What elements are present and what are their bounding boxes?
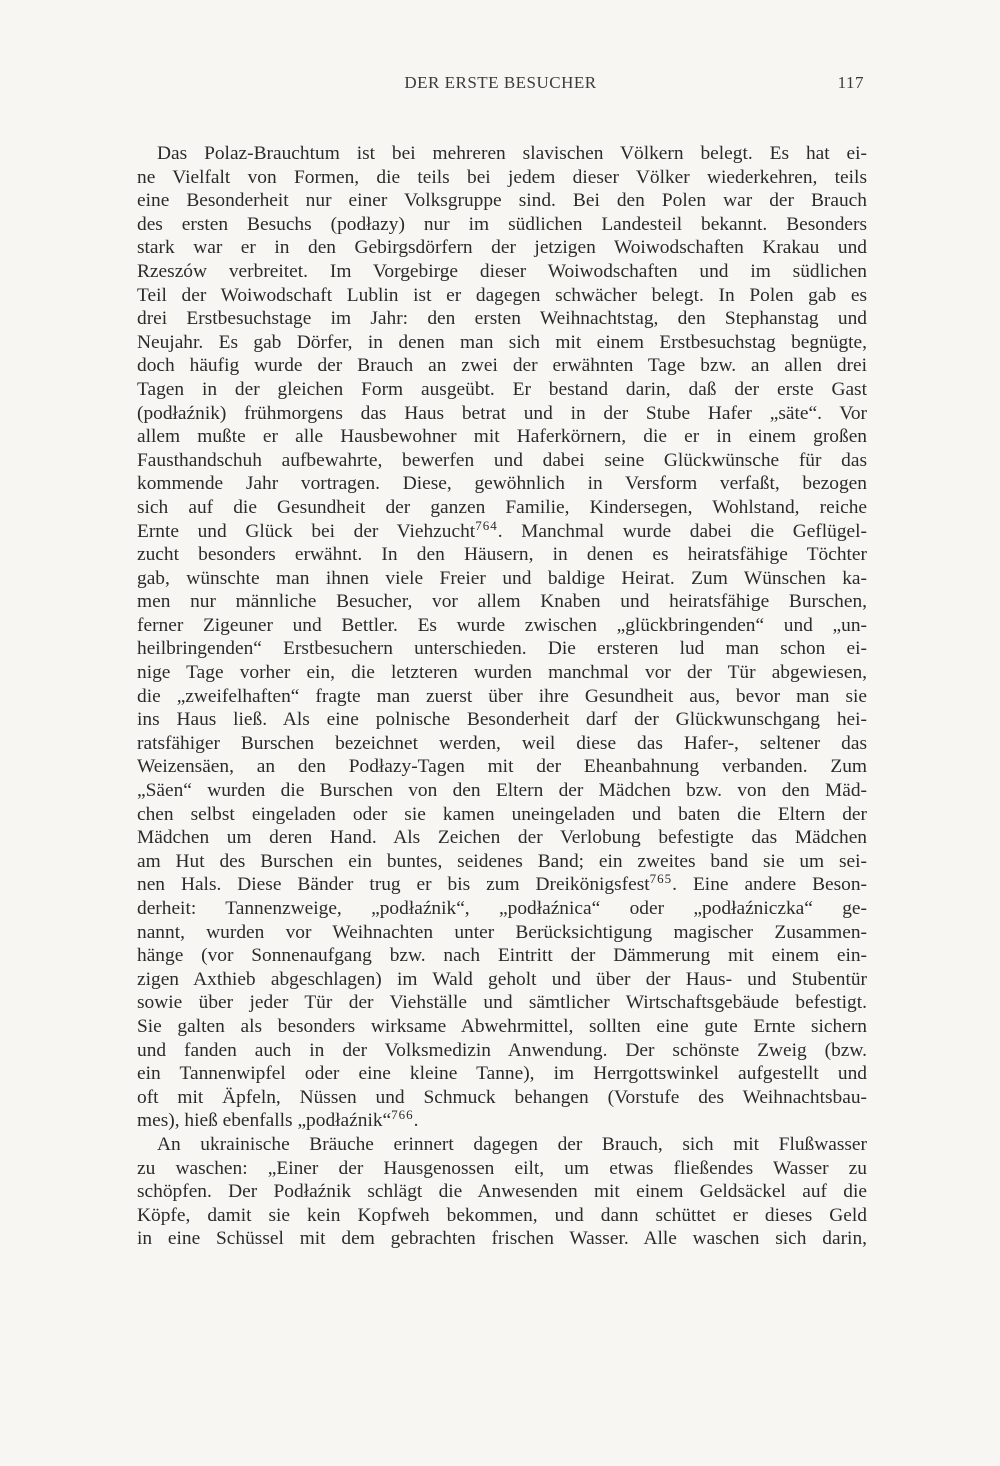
text-segment: ne Vielfalt von Formen, die teils bei jedem dieser Völker wiederkehren, teils [137, 166, 867, 188]
text-line [137, 472, 867, 496]
text-line [137, 354, 867, 378]
text-line [137, 1157, 867, 1181]
text-line [137, 991, 867, 1015]
text-line [137, 873, 867, 897]
text-segment: ein Tannenwipfel oder eine kleine Tanne), im Herrgottswinkel aufgestellt und [137, 1063, 867, 1085]
text-segment: zucht besonders erwähnt. In den Häusern, in denen es heiratsfähige Töchter [137, 544, 867, 566]
text-line [137, 402, 867, 426]
text-line [137, 331, 867, 355]
text-segment: heilbringenden“ Erstbesuchern unterschieden. Die ersteren lud man schon ei- [137, 638, 867, 660]
text-line [137, 826, 867, 850]
text-line [137, 637, 867, 661]
text-line [137, 1227, 867, 1251]
text-segment: nannt, wurden vor Weihnachten unter Berücksichtigung magischer Zusammen- [137, 921, 867, 943]
text-segment: chen selbst eingeladen oder sie kamen uneingeladen und baten die Eltern der [137, 803, 867, 825]
text-segment: doch häufig wurde der Brauch an zwei der erwähnten Tage bzw. an allen drei [137, 355, 867, 377]
text-segment: in eine Schüssel mit dem gebrachten frischen Wasser. Alle waschen sich darin, [137, 1228, 867, 1250]
running-head [137, 73, 864, 101]
text-line [137, 166, 867, 190]
text-segment: Teil der Woiwodschaft Lublin ist er dagegen schwächer belegt. In Polen gab es [137, 284, 867, 306]
text-segment: und fanden auch in der Volksmedizin Anwendung. Der schönste Zweig (bzw. [137, 1039, 867, 1061]
text-segment: schöpfen. Der Podłaźnik schlägt die Anwesenden mit einem Geldsäckel auf die [137, 1181, 867, 1203]
text-line [137, 661, 867, 685]
text-line [137, 260, 867, 284]
text-line [137, 1204, 867, 1228]
text-segment: sich auf die Gesundheit der ganzen Familie, Kindersegen, Wohlstand, reiche [137, 496, 867, 518]
text-line [137, 1015, 867, 1039]
text-line [137, 732, 867, 756]
running-title: DER ERSTE BESUCHER [404, 73, 597, 92]
text-segment: Fausthandschuh aufbewahrte, bewerfen und dabei seine Glückwünsche für das [137, 449, 867, 471]
text-line [137, 1133, 867, 1157]
text-segment: Sie galten als besonders wirksame Abwehrmittel, sollten eine gute Ernte sichern [137, 1015, 867, 1037]
text-segment: Weizensäen, an den Podłazy-Tagen mit der Eheanbahnung verbanden. Zum [137, 756, 867, 778]
text-line [137, 189, 867, 213]
text-line [137, 590, 867, 614]
text-segment: . Manchmal wurde dabei die Geflügel- [497, 520, 867, 542]
text-segment: nige Tage vorher ein, die letzteren wurden manchmal vor der Tür abgewiesen, [137, 662, 867, 684]
text-segment: An ukrainische Bräuche erinnert dagegen der Brauch, sich mit Flußwasser [157, 1133, 867, 1155]
text-line [137, 213, 867, 237]
text-line [137, 897, 867, 921]
footnote-marker: 764 [475, 517, 498, 533]
text-segment: am Hut des Burschen ein buntes, seidenes Band; ein zweites band sie um sei- [137, 850, 867, 872]
text-line [137, 708, 867, 732]
text-line [137, 517, 867, 544]
text-segment: drei Erstbesuchstage im Jahr: den ersten Weihnachtstag, den Stephanstag und [137, 308, 867, 330]
text-line [137, 1180, 867, 1204]
text-segment: (podłaźnik) frühmorgens das Haus betrat und in der Stube Hafer „säte“. Vor [137, 402, 867, 424]
text-segment: Mädchen um deren Hand. Als Zeichen der Verlobung befestigte das Mädchen [137, 827, 867, 849]
text-segment: zu waschen: „Einer der Hausgenossen eilt, um etwas fließendes Wasser zu [137, 1157, 867, 1179]
text-line [137, 779, 867, 803]
text-segment: des ersten Besuchs (podłazy) nur im südlichen Landesteil bekannt. Besonders [137, 213, 867, 235]
text-segment: die „zweifelhaften“ fragte man zuerst über ihre Gesundheit aus, bevor man sie [137, 685, 867, 707]
text-line [137, 567, 867, 591]
text-line [137, 921, 867, 945]
text-line [137, 685, 867, 709]
text-line [137, 1109, 867, 1133]
text-line [137, 496, 867, 520]
text-segment: oft mit Äpfeln, Nüssen und Schmuck behangen (Vorstufe des Weihnachtsbau- [137, 1086, 867, 1108]
text-line [137, 543, 867, 567]
footnote-marker: 765 [649, 871, 673, 887]
text-segment: Tagen in der gleichen Form ausgeübt. Er bestand darin, daß der erste Gast [137, 378, 867, 400]
text-line [137, 425, 867, 449]
text-segment: gab, wünschte man ihnen viele Freier und baldige Heirat. Zum Wünschen ka- [137, 567, 867, 589]
text-line [137, 1062, 867, 1086]
text-segment: Köpfe, damit sie kein Kopfweh bekommen, und dann schüttet er dieses Geld [137, 1204, 867, 1226]
text-segment: Rzeszów verbreitet. Im Vorgebirge dieser Woiwodschaften und im südlichen [137, 260, 867, 282]
text-line [137, 378, 867, 402]
text-segment: ratsfähiger Burschen bezeichnet werden, weil diese das Hafer-, seltener das [137, 732, 867, 754]
text-segment: nen Hals. Diese Bänder trug er bis zum Dreikönigsfest [137, 874, 650, 896]
text-segment: Das Polaz-Brauchtum ist bei mehreren slavischen Völkern belegt. Es hat ei- [157, 143, 867, 164]
text-segment: Neujahr. Es gab Dörfer, in denen man sich mit einem Erstbesuchstag begnügte, [137, 331, 867, 353]
text-segment: hänge (vor Sonnenaufgang bzw. nach Eintritt der Dämmerung mit einem ein- [137, 945, 867, 967]
text-segment: ferner Zigeuner und Bettler. Es wurde zwischen „glückbringenden“ und „un- [137, 614, 867, 636]
text-line [137, 236, 867, 260]
text-line [137, 307, 867, 331]
text-segment: kommende Jahr vortragen. Diese, gewöhnlich in Versform verfaßt, bezogen [137, 473, 867, 495]
text-line [137, 755, 867, 779]
page-number: 117 [837, 73, 864, 92]
text-segment: stark war er in den Gebirgsdörfern der jetzigen Woiwodschaften Krakau und [137, 237, 867, 259]
text-segment: zigen Axthieb abgeschlagen) im Wald geholt und über der Haus- und Stubentür [137, 968, 867, 990]
body-text [137, 142, 867, 1251]
text-line [137, 944, 867, 968]
text-line [137, 1039, 867, 1063]
text-line [137, 449, 867, 473]
text-segment: eine Besonderheit nur einer Volksgruppe sind. Bei den Polen war der Brauch [137, 190, 867, 212]
text-line [137, 968, 867, 992]
text-line [137, 850, 867, 874]
text-segment: derheit: Tannenzweige, „podłaźnik“, „podłaźnica“ oder „podłaźniczka“ ge- [137, 898, 867, 919]
text-segment: . [413, 1110, 419, 1132]
text-line [137, 614, 867, 638]
footnote-marker: 766 [391, 1107, 414, 1123]
text-segment: men nur männliche Besucher, vor allem Knaben und heiratsfähige Burschen, [137, 591, 867, 613]
text-segment: „Säen“ wurden die Burschen von den Eltern der Mädchen bzw. von den Mäd- [137, 780, 867, 802]
text-segment: Ernte und Glück bei der Viehzucht [137, 520, 476, 542]
text-line [137, 1086, 867, 1110]
text-segment: allem mußte er alle Hausbewohner mit Haferkörnern, die er in einem großen [137, 426, 867, 448]
text-segment: mes), hieß ebenfalls „podłaźnik“ [137, 1110, 392, 1132]
text-segment: . Eine andere Beson- [672, 874, 868, 896]
text-line [137, 803, 867, 827]
text-line [137, 284, 867, 308]
text-segment: ins Haus ließ. Als eine polnische Besonderheit darf der Glückwunschgang hei- [137, 709, 867, 731]
text-segment: sowie über jeder Tür der Viehställe und sämtlicher Wirtschaftsgebäude befestigt. [137, 992, 867, 1014]
text-line [137, 142, 867, 166]
